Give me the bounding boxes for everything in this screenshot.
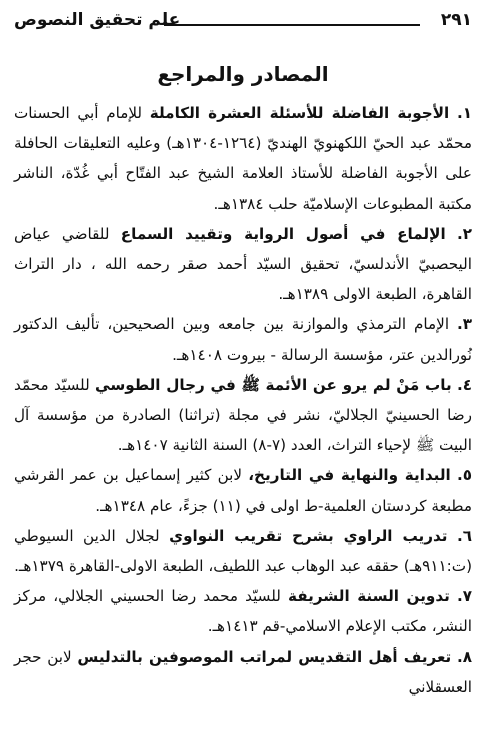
entry-title: تدريب الراوي بشرح تقريب النواوي [169, 526, 448, 545]
entry-title: تعريف أهل التقديس لمراتب الموصوفين بالتدليس [77, 647, 452, 666]
entry-number: ٢. [456, 224, 473, 243]
section-title: المصادر والمراجع [157, 62, 329, 86]
entry-number: ٧. [456, 587, 473, 606]
entry-number: ٣. [456, 315, 472, 334]
entry-text: لابن حجر العسقلاني [14, 647, 472, 696]
reference-entry-8 [14, 642, 472, 702]
entry-text: لجلال الدين السيوطي (ت:٩١١هـ) حققه عبد الوهاب عبد اللطيف، الطبعة الاولى-القاهرة ١٣٧٩هـ. [14, 526, 472, 576]
entry-text: للسيّد محمد رضا الحسيني الجلالي، مركز النشر، مكتب الإعلام الاسلامي-قم ١٤١٣هـ. [14, 587, 472, 636]
header-rule [164, 24, 420, 26]
reference-entry-5 [14, 460, 472, 520]
reference-entry-6 [14, 521, 472, 581]
references-list [14, 98, 472, 702]
page-header [14, 8, 472, 38]
reference-entry-2 [14, 219, 472, 310]
entry-number: ٦. [456, 526, 472, 545]
entry-number: ٥. [456, 466, 473, 485]
entry-number: ٨. [456, 647, 473, 666]
entry-text: لابن كثير إسماعيل بن عمر القرشي مطبعة كردستان العلمية-ط اولى في (١١) جزءً، عام ١٣٤٨هـ. [14, 466, 472, 515]
entry-text: للسيّد محمّد رضا الحسينيّ الجلاليّ، نشر في مجلة (تراثنا) الصادرة من مؤسسة آل البيت ﷺ لإحياء التراث، العدد (٧-٨) السنة الثانية ١٤٠٧هـ. [14, 375, 472, 455]
running-title: علم تحقيق النصوص [14, 10, 181, 30]
entry-text: للإمام أبي الحسنات محمّد عبد الحيّ اللكهنويّ الهنديّ (١٢٦٤-١٣٠٤هـ) وعليه التعليقات الحافلة على الأجوبة الفاضلة للأستاذ العلامة الشيخ عبد الفتّاح أبي غُدّة، الناشر مكتبة المطبوعات الإسلاميّة حلب ١٣٨٤هـ. [14, 104, 472, 213]
entry-title: تدوين السنة الشريفة [288, 587, 450, 606]
entry-title: الإلماع في أصول الرواية وتقييد السماع [120, 224, 446, 243]
entry-title: البداية والنهاية في التاريخ، [248, 466, 451, 485]
page-number: ٢٩١ [440, 10, 472, 30]
entry-title: باب مَنْ لم يرو عن الأئمة ﷺ في رجال الطوسي [94, 375, 452, 394]
reference-entry-1 [14, 98, 472, 219]
reference-entry-3 [14, 309, 472, 369]
entry-text: للقاضي عياض اليحصبيّ الأندلسيّ، تحقيق السيّد أحمد صقر رحمه الله ، دار التراث القاهرة، الطبعة الاولى ١٣٨٩هـ. [14, 224, 472, 304]
entry-number: ٤. [456, 375, 472, 394]
entry-title: الأجوبة الفاضلة للأسئلة العشرة الكاملة [149, 104, 450, 122]
reference-entry-4 [14, 370, 472, 461]
entry-number: ١. [456, 104, 473, 122]
reference-entry-7 [14, 581, 472, 641]
entry-text: الإمام الترمذي والموازنة بين جامعه وبين الصحيحين، تأليف الدكتور نُورالدين عتر، مؤسسة الرسالة - بيروت ١٤٠٨هـ. [14, 315, 472, 364]
